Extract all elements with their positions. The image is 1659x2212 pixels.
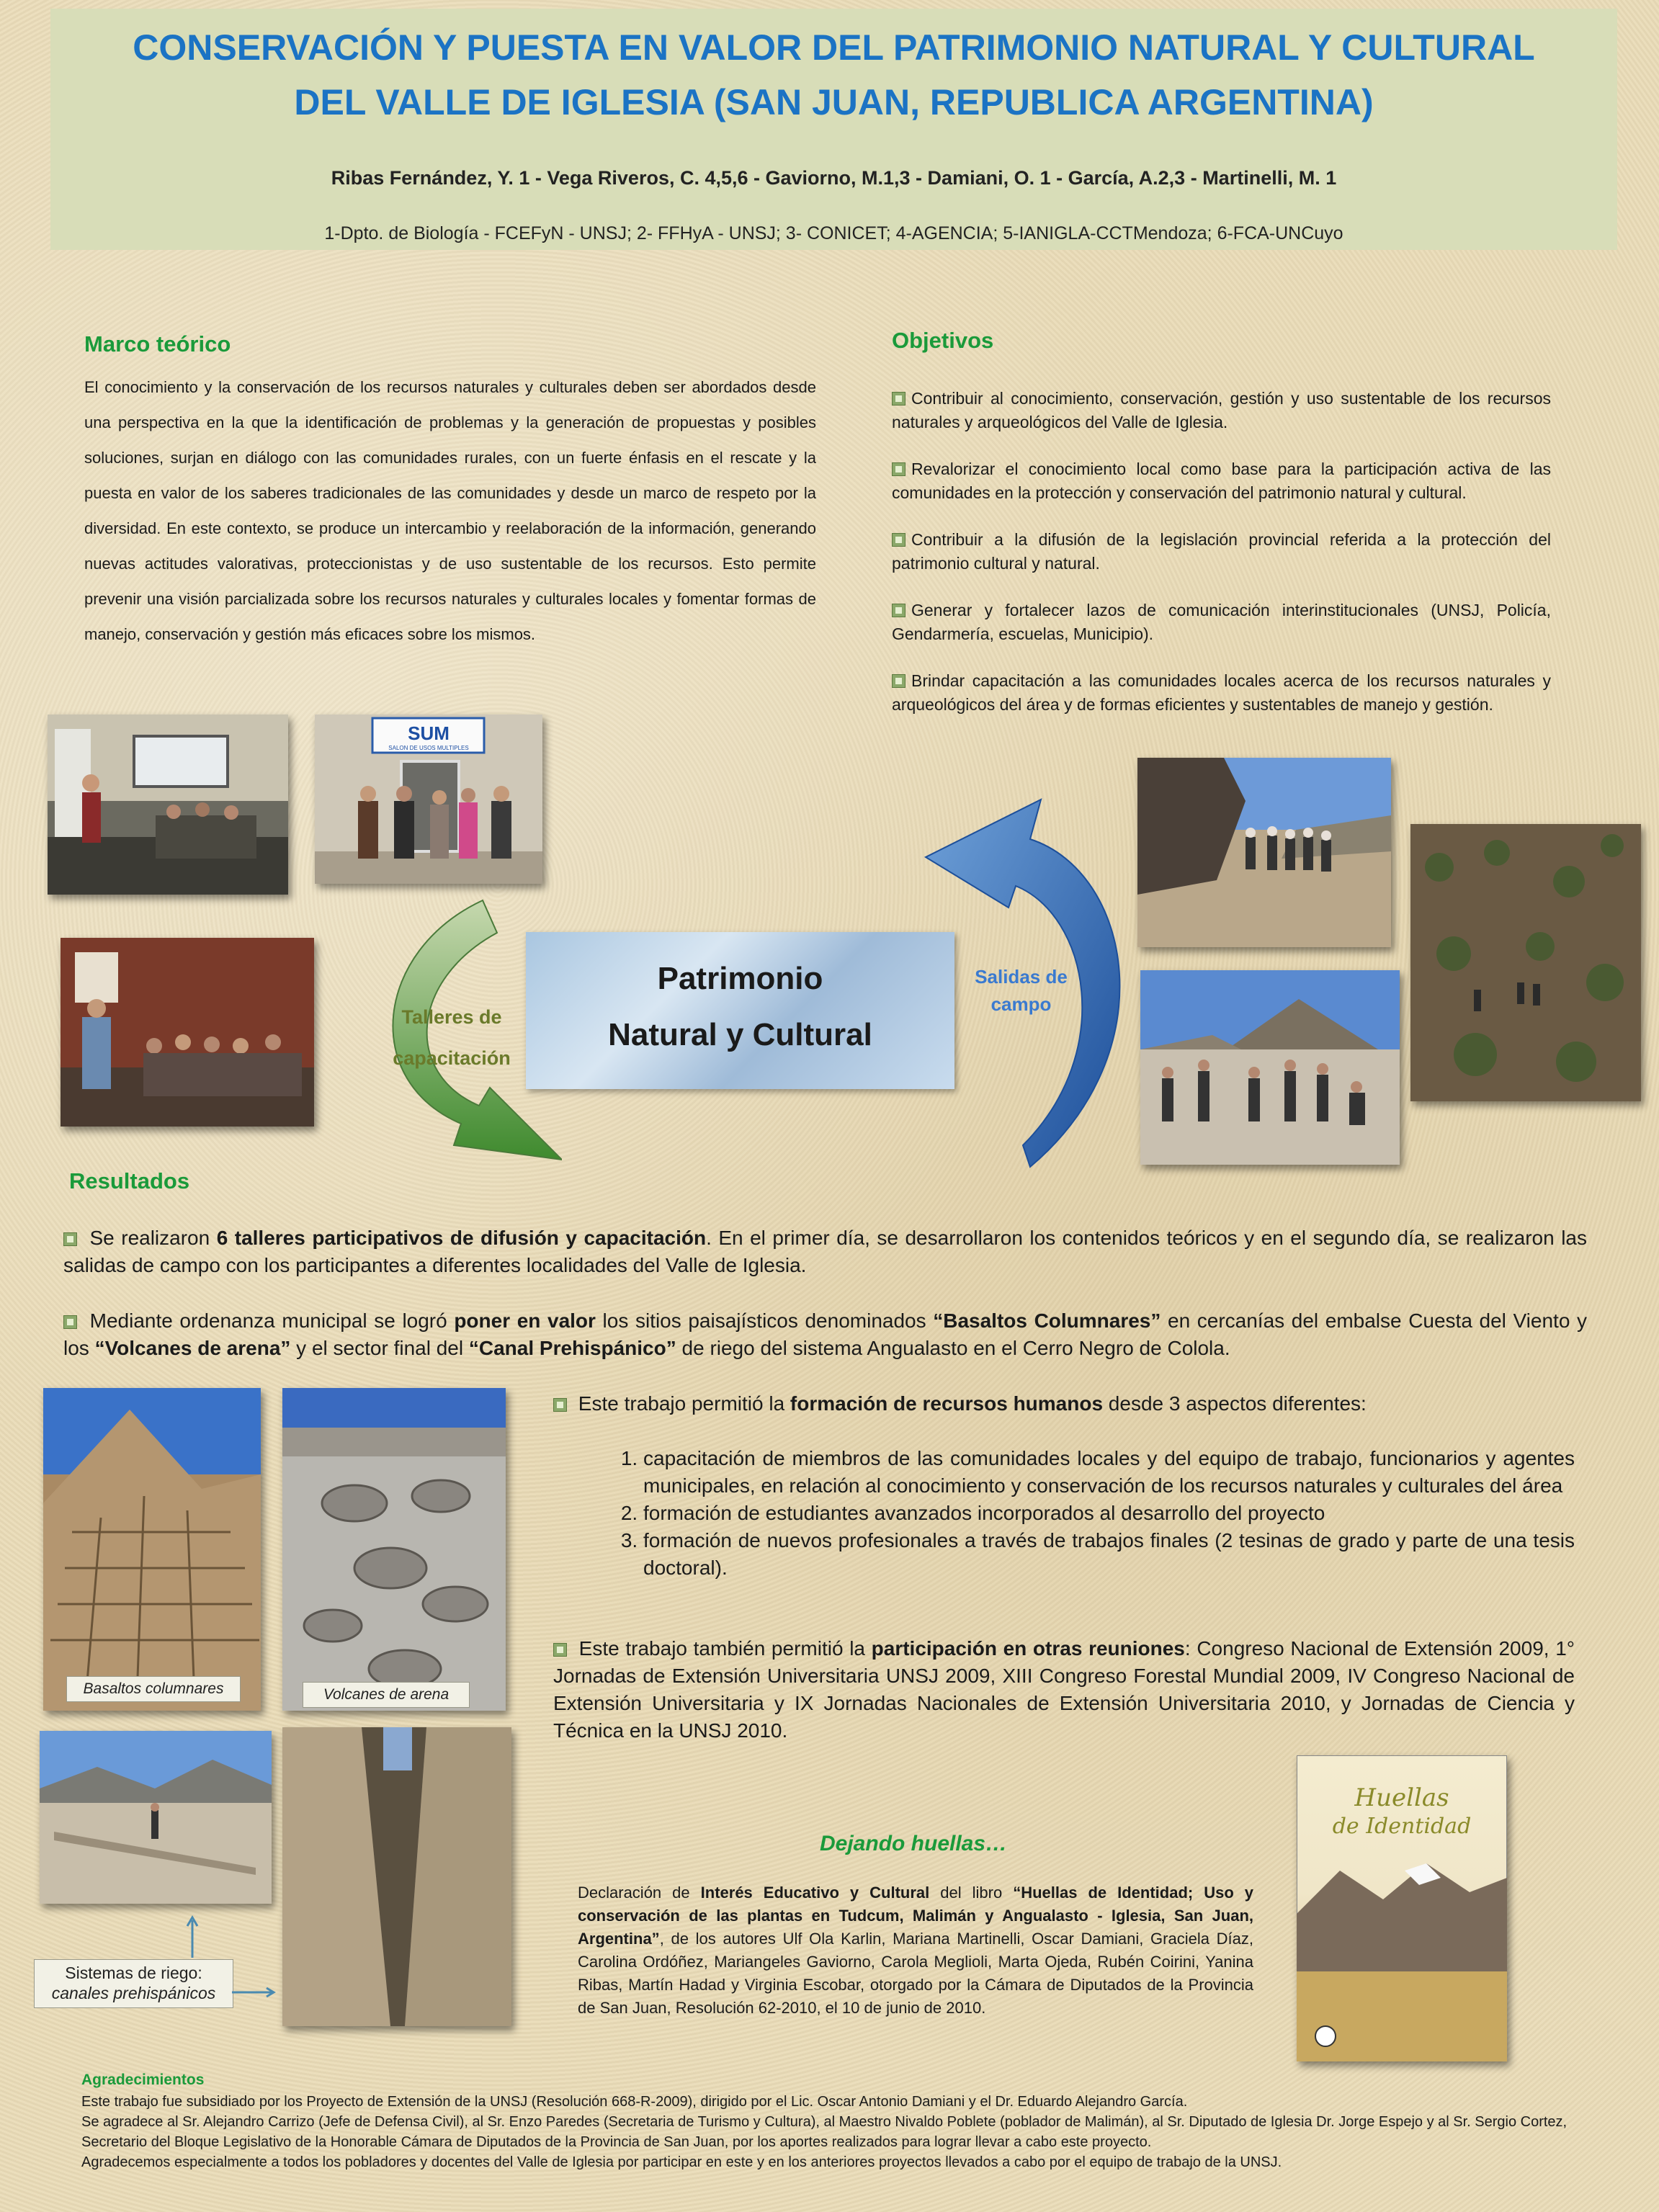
arrow-up-icon bbox=[185, 1915, 200, 1958]
sum-sign-text: SUM bbox=[408, 722, 450, 744]
photo-basaltos bbox=[43, 1388, 261, 1711]
agradecimientos-heading: Agradecimientos bbox=[81, 2072, 205, 2088]
resultados-p1: Se realizaron 6 talleres participativos de difusión y capacitación. En el primer día, se desarrollaron los contenidos teóricos y en el segundo día, se realizaron las salidas de campo con los participantes a diferentes localidades del Valle de Iglesia. bbox=[63, 1227, 1587, 1276]
objetivo-item: Brindar capacitación a las comunidades locales acerca de los recursos naturales y arqueológicos del área y de formas eficientes y sustentables de manejo y gestión. bbox=[892, 671, 1551, 714]
resultados-p3: Este trabajo permitió la formación de recursos humanos desde 3 aspectos diferentes: bbox=[553, 1390, 1575, 1418]
book-cover bbox=[1297, 1755, 1507, 2061]
poster-title bbox=[50, 20, 1617, 130]
patrimonio-line-1: Patrimonio bbox=[657, 961, 823, 996]
objetivos-list bbox=[892, 387, 1551, 717]
talleres-label: Talleres de capacitación bbox=[393, 1006, 511, 1069]
bullet-icon bbox=[892, 533, 905, 547]
photo-field-trip-hillside bbox=[1410, 824, 1641, 1101]
formacion-item: 1. capacitación de miembros de las comunidades locales y del equipo de trabajo, funcionarios y agentes municipales, en relación al conocimiento y conservación de los recursos naturales y culturales del área bbox=[643, 1445, 1575, 1500]
bullet-icon bbox=[63, 1232, 77, 1246]
objetivo-item: Generar y fortalecer lazos de comunicación interinstitucionales (UNSJ, Policía, Gendarmería, escuelas, Municipio). bbox=[892, 601, 1551, 643]
bullet-icon bbox=[892, 462, 905, 476]
photo-meeting-room bbox=[61, 938, 314, 1127]
salidas-label: Salidas de campo bbox=[975, 966, 1068, 1015]
affiliations: 1-Dpto. de Biología - FCEFyN - UNSJ; 2- FFHyA - UNSJ; 3- CONICET; 4-AGENCIA; 5-IANIGLA-CCTMendoza; 6-FCA-UNCuyo bbox=[324, 223, 1343, 243]
photo-volcanes bbox=[282, 1388, 506, 1711]
title-line-2: DEL VALLE DE IGLESIA (SAN JUAN, REPUBLICA ARGENTINA) bbox=[294, 82, 1374, 122]
photo-riego-landscape bbox=[40, 1731, 272, 1904]
huellas-heading: Dejando huellas… bbox=[820, 1832, 1008, 1855]
bullet-icon bbox=[892, 392, 905, 406]
objetivo-item: Contribuir al conocimiento, conservación, gestión y uso sustentable de los recursos naturales y arqueológicos del Valle de Iglesia. bbox=[892, 389, 1551, 431]
book-title-2: de Identidad bbox=[1332, 1814, 1472, 1839]
bullet-icon bbox=[553, 1398, 567, 1412]
formacion-list bbox=[616, 1445, 1575, 1582]
resultados-p2: Mediante ordenanza municipal se logró poner en valor los sitios paisajísticos denominados “Basaltos Columnares” en cercanías del embalse Cuesta del Viento y los “Volcanes de arena” y el sector final del “Canal Prehispánico” de riego del sistema Angualasto en el Cerro Negro de Colola. bbox=[63, 1309, 1588, 1359]
bullet-icon bbox=[63, 1315, 77, 1329]
resultados-p4: Este trabajo también permitió la participación en otras reuniones: Congreso Nacional de Extensión 2009, 1° Jornadas de Extensión Universitaria UNSJ 2009, XIII Congreso Forestal Mundial 2009, IV Congreso Nacional de Extensión Universitaria y IX Jornadas Nacionales de Extensión Universitaria 2010, y Jornadas de Ciencia y Técnica en la UNSJ 2010. bbox=[553, 1637, 1575, 1742]
photo-sum-building-group bbox=[315, 715, 542, 884]
marco-heading: Marco teórico bbox=[84, 331, 231, 357]
agradecimientos-text: Este trabajo fue subsidiado por los Proyecto de Extensión de la UNSJ (Resolución 668-R-2009), dirigido por el Lic. Oscar Antonio Damiani y el Dr. Eduardo Alejandro García. Se agradece al Sr. Alejandro Carrizo (Jefe de Defensa Civil), al Sr. Enzo Paredes (Secretaria de Turismo y Cultura), al Maestro Nivaldo Poblete (poblador de Malimán), al Sr. Diputado de Iglesia Dr. Jorge Espejo y al Sr. Sergio Cortez, Secretario del Bloque Legislativo de la Honorable Cámara de Diputados de la Provincia de San Juan, por los aportes realizados para lograr llevar a cabo este proyecto. Agradecemos especialmente a todos los pobladores y docentes del Valle de Iglesia por participar en este y en los anteriores proyectos llevados a cabo por el equipo de trabajo de la UNSJ. bbox=[81, 2094, 1568, 2170]
formacion-item: 3. formación de nuevos profesionales a través de trabajos finales (2 tesinas de grado y parte de una tesis doctoral). bbox=[643, 1527, 1575, 1582]
bullet-icon bbox=[892, 674, 905, 688]
caption-basaltos: Basaltos columnares bbox=[66, 1676, 241, 1702]
sum-sign-subtext: SALON DE USOS MULTIPLES bbox=[388, 745, 469, 751]
resultados-heading: Resultados bbox=[69, 1168, 190, 1194]
photo-classroom-workshop bbox=[48, 715, 288, 895]
book-title-1: Huellas bbox=[1354, 1783, 1449, 1812]
objetivos-heading: Objetivos bbox=[892, 328, 994, 353]
bullet-icon bbox=[892, 604, 905, 617]
caption-riego: Sistemas de riego: canales prehispánicos bbox=[34, 1959, 233, 2008]
photo-canal bbox=[282, 1727, 511, 2026]
objetivo-item: Revalorizar el conocimiento local como base para la participación activa de las comunidades en la protección y conservación del patrimonio natural y cultural. bbox=[892, 460, 1551, 502]
marco-text: El conocimiento y la conservación de los recursos naturales y culturales deben ser abordados desde una perspectiva en la que la identificación de problemas y la generación de propuestas y posibles soluciones, surjan en diálogo con las comunidades rurales, con un fuerte énfasis en el rescate y la puesta en valor de los saberes tradicionales de las comunidades y desde un marco de respeto por la diversidad. En este contexto, se produce un intercambio y reelaboración de la información, generando nuevas actitudes valorativas, proteccionistas y de uso sustentable de los recursos. Esto permite prevenir una visión parcializada sobre los recursos naturales y culturales locales y fomentar formas de manejo, conservación y gestión más eficaces sobre los mismos. bbox=[84, 378, 816, 643]
title-line-1: CONSERVACIÓN Y PUESTA EN VALOR DEL PATRIMONIO NATURAL Y CULTURAL bbox=[133, 27, 1535, 68]
arrow-right-icon bbox=[232, 1987, 277, 1998]
authors: Ribas Fernández, Y. 1 - Vega Riveros, C. 4,5,6 - Gaviorno, M.1,3 - Damiani, O. 1 - García, A.2,3 - Martinelli, M. 1 bbox=[331, 167, 1337, 189]
huellas-text: Declaración de Interés Educativo y Cultural del libro “Huellas de Identidad; Uso y conservación de las plantas en Tudcum, Malimán y Angualasto - Iglesia, San Juan, Argentina”, de los autores Ulf Ola Karlin, Mariana Martinelli, Oscar Damiani, Graciela Díaz, Carolina Ordóñez, Mariangeles Gaviorno, Carola Meglioli, Marta Ojeda, Rubén Coirini, Yanina Ribas, Martín Hadad y Virginia Escobar, otorgado por la Cámara de Diputados de la Provincia de San Juan, Resolución 62-2010, el 10 de junio de 2010. bbox=[578, 1884, 1253, 2017]
bullet-icon bbox=[553, 1643, 567, 1657]
caption-volcanes: Volcanes de arena bbox=[303, 1682, 470, 1708]
patrimonio-line-2: Natural y Cultural bbox=[608, 1017, 872, 1052]
photo-field-trip-road bbox=[1140, 970, 1400, 1165]
formacion-item: 2. formación de estudiantes avanzados incorporados al desarrollo del proyecto bbox=[643, 1500, 1575, 1527]
objetivo-item: Contribuir a la difusión de la legislación provincial referida a la protección del patrimonio cultural y natural. bbox=[892, 530, 1551, 573]
patrimonio-box bbox=[526, 932, 954, 1089]
photo-field-trip-canyon bbox=[1137, 758, 1391, 947]
